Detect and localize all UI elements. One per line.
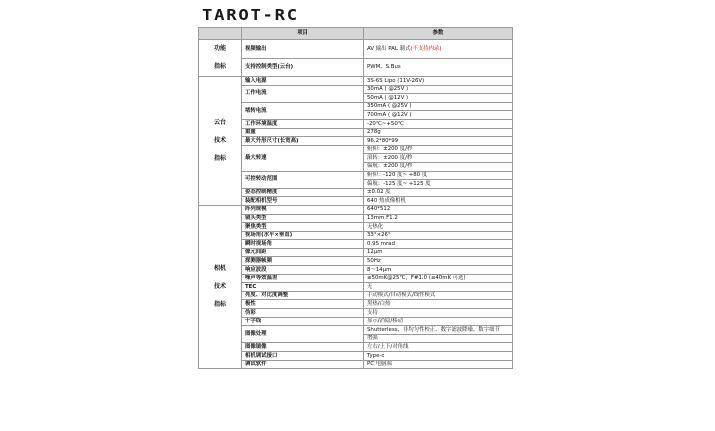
spec-value: -20℃~+50℃ <box>364 119 513 128</box>
spec-item: 阵列规模 <box>242 205 364 214</box>
category-label: 云台 <box>213 118 226 126</box>
spec-item: 瞬时视场角 <box>242 240 364 249</box>
spec-value: 278g <box>364 128 513 137</box>
table-row <box>199 58 513 77</box>
table-row <box>199 283 513 292</box>
category-camera <box>199 205 242 368</box>
spec-value-text: AV 输出 PAL 制式 <box>367 45 411 52</box>
table-row <box>199 77 513 86</box>
header-item: 项目 <box>242 28 364 40</box>
spec-value: 50mA ( @12V ) <box>364 94 513 103</box>
header-blank <box>199 28 242 40</box>
table-row <box>199 40 513 59</box>
spec-item: 支持控制类型(云台) <box>242 58 364 77</box>
table-row <box>199 197 513 206</box>
spec-value: 增强 <box>364 334 513 343</box>
table-row <box>199 240 513 249</box>
spec-item: 调试软件 <box>242 360 364 369</box>
spec-item: TEC <box>242 283 364 292</box>
spec-value: PC 电脑端 <box>364 360 513 369</box>
table-row <box>199 326 513 335</box>
spec-value: 640 热成像相机 <box>364 197 513 206</box>
spec-value: 640*512 <box>364 205 513 214</box>
category-gimbal <box>199 77 242 206</box>
table-row <box>199 274 513 283</box>
spec-value-text: PWM、S.Bus <box>367 64 401 70</box>
spec-value: 黑热/白热 <box>364 300 513 309</box>
spec-table <box>198 27 513 369</box>
table-row <box>199 102 513 111</box>
spec-item: 工作电流 <box>242 85 364 102</box>
spec-value: 350mA ( @25V ) <box>364 102 513 111</box>
spec-item: 图像镜像 <box>242 343 364 352</box>
table-row <box>199 145 513 154</box>
spec-value: 偏航：-125 度~ +125 度 <box>364 180 513 189</box>
table-header-row <box>199 28 513 40</box>
category-label: 指标 <box>213 301 226 309</box>
spec-value: 50Hz <box>364 257 513 266</box>
table-row <box>199 205 513 214</box>
spec-value: 显示/消隐/移动 <box>364 317 513 326</box>
spec-value: 偏航：±200 度/秒 <box>364 162 513 171</box>
spec-item: 极性 <box>242 300 364 309</box>
spec-item: 聚焦类型 <box>242 223 364 232</box>
table-row <box>199 188 513 197</box>
spec-item: 相机调试接口 <box>242 352 364 361</box>
spec-value: Shutterless、非均匀性校正、数字滤波降噪、数字细节 <box>364 326 513 335</box>
table-row <box>199 266 513 275</box>
header-param: 参数 <box>364 28 513 40</box>
spec-item: 镜头类型 <box>242 214 364 223</box>
spec-value: 滚转：±200 度/秒 <box>364 154 513 163</box>
table-row <box>199 85 513 94</box>
spec-value: 无热化 <box>364 223 513 232</box>
table-row <box>199 360 513 369</box>
spec-item: 输入电源 <box>242 77 364 86</box>
spec-value: 12μm <box>364 248 513 257</box>
table-row <box>199 352 513 361</box>
category-label: 功能 <box>213 45 226 52</box>
category-label: 指标 <box>213 154 226 162</box>
table-row <box>199 119 513 128</box>
table-row <box>199 309 513 318</box>
spec-item: 十字线 <box>242 317 364 326</box>
table-row <box>199 248 513 257</box>
table-row <box>199 343 513 352</box>
table-row <box>199 291 513 300</box>
table-row <box>199 128 513 137</box>
spec-value: 俯仰：±200 度/秒 <box>364 145 513 154</box>
spec-value: 支持 <box>364 309 513 318</box>
spec-value: ±0.02 度 <box>364 188 513 197</box>
spec-item: 最大转速 <box>242 145 364 171</box>
spec-value: 96.2*80*99 <box>364 137 513 146</box>
spec-item: 噪声等效温差 <box>242 274 364 283</box>
spec-item: 装配相机型号 <box>242 197 364 206</box>
spec-item: 响应波段 <box>242 266 364 275</box>
category-label: 相机 <box>213 265 226 273</box>
spec-value: 0.95 mrad <box>364 240 513 249</box>
spec-value: 33°×26° <box>364 231 513 240</box>
table-row <box>199 171 513 180</box>
spec-value: 13mm F1.2 <box>364 214 513 223</box>
spec-value: 30mA ( @25V ) <box>364 85 513 94</box>
spec-value: ≤50mK@25℃，F#1.0 (≤40mK 可选) <box>364 274 513 283</box>
spec-item: 视场角(水平×垂直) <box>242 231 364 240</box>
table-row <box>199 214 513 223</box>
tarot-logo: TAROT-RC <box>202 6 299 24</box>
spec-item: 堵转电流 <box>242 102 364 119</box>
spec-value: 手动模式/自动模式/线性模式 <box>364 291 513 300</box>
spec-item: 姿态控制精度 <box>242 188 364 197</box>
spec-item: 视频输出 <box>242 40 364 59</box>
category-function <box>199 40 242 77</box>
spec-value: 无 <box>364 283 513 292</box>
spec-value: Type-c <box>364 352 513 361</box>
category-label: 指标 <box>213 63 226 70</box>
spec-item: 可控转动范围 <box>242 171 364 188</box>
spec-value <box>364 58 513 77</box>
table-row <box>199 257 513 266</box>
spec-value: 8～14μm <box>364 266 513 275</box>
spec-item: 亮度、对比度调整 <box>242 291 364 300</box>
table-row <box>199 231 513 240</box>
spec-value: 3S-6S Lipo (11V-26V) <box>364 77 513 86</box>
spec-item: 图像处理 <box>242 326 364 343</box>
spec-item: 重量 <box>242 128 364 137</box>
spec-item: 伪彩 <box>242 309 364 318</box>
spec-item: 探测器帧频 <box>242 257 364 266</box>
spec-table-body <box>199 40 513 369</box>
spec-value: 700mA ( @12V ) <box>364 111 513 120</box>
table-row <box>199 137 513 146</box>
table-row <box>199 317 513 326</box>
spec-item: 工作环境温度 <box>242 119 364 128</box>
spec-value-warning: (不支持内录) <box>410 45 442 52</box>
spec-value <box>364 40 513 59</box>
table-row <box>199 223 513 232</box>
spec-item: 最大外形尺寸(长宽高) <box>242 137 364 146</box>
spec-value: 左右/上下/对角线 <box>364 343 513 352</box>
table-row <box>199 300 513 309</box>
category-label: 技术 <box>213 136 226 144</box>
spec-value: 俯仰：-120 度~ +80 度 <box>364 171 513 180</box>
category-label: 技术 <box>213 283 226 291</box>
spec-item: 像元间距 <box>242 248 364 257</box>
